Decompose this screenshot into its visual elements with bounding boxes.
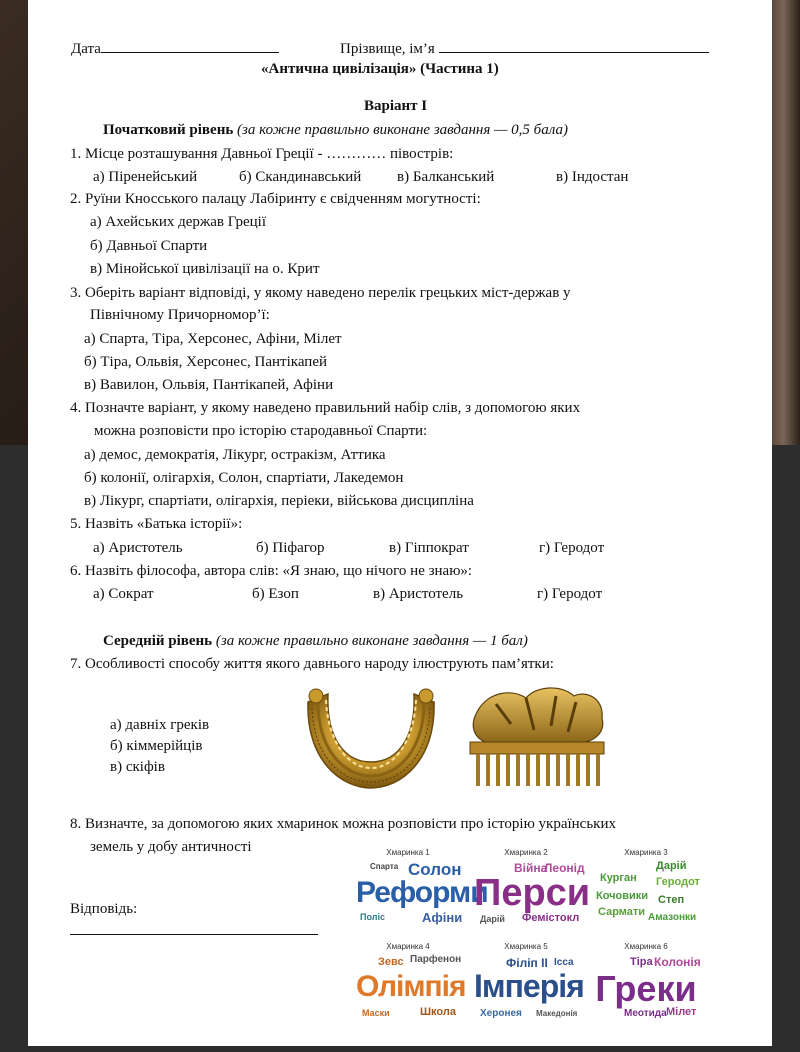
word-cloud-2[interactable]: Хмаринка 2 Війна Леонід Перси Дарій Фемістокл <box>474 848 591 924</box>
date-label: Дата <box>71 41 101 57</box>
golden-comb-image <box>456 684 616 790</box>
q7-option-c[interactable]: в) скіфів <box>110 759 165 775</box>
word-cloud-6[interactable]: Хмаринка 6 Тіра Колонія Греки Меотида Мілет <box>595 942 701 1019</box>
q5-text: 5. Назвіть «Батька історії»: <box>70 516 243 532</box>
name-label: Прізвище, ім’я <box>340 41 435 57</box>
q1-option-c[interactable]: в) Балканський <box>397 169 495 185</box>
level1-heading: Початковий рівень (за кожне правильно виконане завдання — 0,5 бала) <box>103 122 568 138</box>
q3-text-line2: Північному Причорномор’ї: <box>90 307 270 323</box>
q4-option-b[interactable]: б) колонії, олігархія, Солон, спартіати, Лакедемон <box>84 470 404 486</box>
q8-text-line1: 8. Визначте, за допомогою яких хмаринок можна розповісти про історію українських <box>70 816 616 832</box>
q6-text: 6. Назвіть філософа, автора слів: «Я знаю, що нічого не знаю»: <box>70 563 473 579</box>
q3-option-c[interactable]: в) Вавилон, Ольвія, Пантікапей, Афіни <box>84 377 334 393</box>
q2-option-c[interactable]: в) Мінойської цивілізації на о. Крит <box>90 261 320 277</box>
q7-option-b[interactable]: б) кіммерійців <box>110 738 203 754</box>
q5-option-c[interactable]: в) Гіппократ <box>389 540 469 556</box>
name-blank[interactable] <box>439 38 709 53</box>
q3-text-line1: 3. Оберіть варіант відповіді, у якому наведено перелік грецьких міст-держав у <box>70 285 571 301</box>
q5-option-b[interactable]: б) Піфагор <box>256 540 325 556</box>
q2-option-b[interactable]: б) Давньої Спарти <box>90 238 208 254</box>
q2-option-a[interactable]: а) Ахейських держав Греції <box>90 214 267 230</box>
word-cloud-1[interactable]: Хмаринка 1 Спарта Солон Реформи Поліс Афіни <box>356 848 488 925</box>
q4-option-c[interactable]: в) Лікург, спартіати, олігархія, періеки, військова дисципліна <box>84 493 474 509</box>
q5-option-a[interactable]: а) Аристотель <box>93 540 183 556</box>
q7-option-a[interactable]: а) давніх греків <box>110 717 210 733</box>
q2-text: 2. Руїни Кносського палацу Лабіринту є свідченням могутності: <box>70 191 481 207</box>
variant-title: Варіант І <box>364 98 428 114</box>
background-edge <box>772 0 800 445</box>
q6-option-b[interactable]: б) Езоп <box>252 586 299 602</box>
word-cloud-5[interactable]: Хмаринка 5 Філіп II Ісса Імперія Херонея Македонія <box>474 942 584 1019</box>
q6-option-d[interactable]: г) Геродот <box>537 586 603 602</box>
name-row <box>340 38 709 58</box>
date-row <box>71 38 279 58</box>
q5-option-d[interactable]: г) Геродот <box>539 540 605 556</box>
q3-option-a[interactable]: а) Спарта, Тіра, Херсонес, Афіни, Мілет <box>84 331 342 347</box>
word-cloud-4[interactable]: Хмаринка 4 Зевс Парфенон Олімпія Маски Школа <box>356 942 466 1018</box>
q4-text-line2: можна розповісти про історію стародавньої Спарти: <box>94 423 428 439</box>
q1-option-d[interactable]: в) Індостан <box>556 169 629 185</box>
q1-option-a[interactable]: а) Піренейський <box>93 169 198 185</box>
q6-option-a[interactable]: а) Сократ <box>93 586 154 602</box>
word-cloud-3[interactable]: Хмаринка 3 Дарій Курган Геродот Кочовики Степ Сармати Амазонки <box>596 848 700 923</box>
page-title: «Антична цивілізація» (Частина 1) <box>261 61 499 77</box>
q6-option-c[interactable]: в) Аристотель <box>373 586 464 602</box>
date-blank[interactable] <box>101 38 279 53</box>
answer-label: Відповідь: <box>70 901 138 917</box>
answer-blank[interactable] <box>70 934 318 935</box>
gold-pectoral-image <box>296 680 446 792</box>
q3-option-b[interactable]: б) Тіра, Ольвія, Херсонес, Пантікапей <box>84 354 328 370</box>
q4-text-line1: 4. Позначте варіант, у якому наведено правильний набір слів, з допомогою яких <box>70 400 581 416</box>
q7-text: 7. Особливості способу життя якого давнього народу ілюструють пам’ятки: <box>70 656 554 672</box>
level2-heading: Середній рівень (за кожне правильно виконане завдання — 1 бал) <box>103 633 528 649</box>
q8-text-line2: земель у добу античності <box>90 839 252 855</box>
q1-text: 1. Місце розташування Давньої Греції - ………… півострів: <box>70 146 454 162</box>
worksheet-page <box>28 0 772 1046</box>
q4-option-a[interactable]: а) демос, демократія, Лікург, остракізм, Аттика <box>84 447 386 463</box>
q1-option-b[interactable]: б) Скандинавський <box>239 169 362 185</box>
